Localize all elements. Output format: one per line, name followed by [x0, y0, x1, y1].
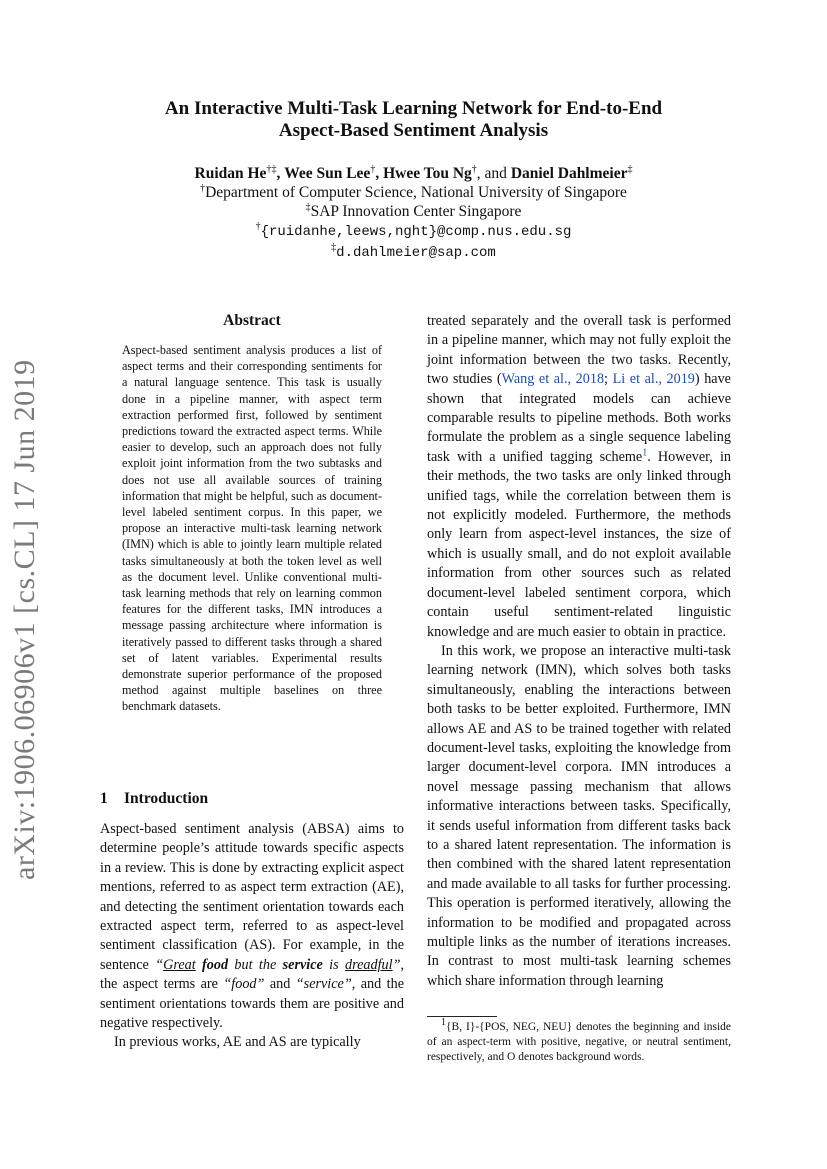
section-title: Introduction	[124, 790, 209, 807]
aspect-term-food: “food”	[223, 976, 265, 993]
left-column-body	[100, 820, 404, 1053]
section-number: 1	[100, 790, 108, 807]
email-2: ‡d.dahlmeier@sap.com	[331, 241, 496, 261]
footnote-marker[interactable]: 1	[642, 447, 648, 459]
paper-title	[0, 98, 827, 142]
affiliation-2: ‡SAP Innovation Center Singapore	[305, 201, 522, 220]
citation-li-2019[interactable]: Li et al., 2019	[612, 371, 695, 388]
right-paragraph-2: In this work, we propose an interactive multi-task learning network (IMN), which solves both tasks simultaneously, enabling the interactions between both tasks to be better exploited. Furthermore, IMN allows AE and AS to be trained together with related document-level tasks, exploiting the knowledge from larger document-level corpora. IMN introduces a novel message passing mechanism that allows informative interactions between tasks. Specifically, it sends useful information from different tasks back to a shared latent representation. The information is then combined with the shared latent representation and made available to all tasks for further processing. This operation is performed iteratively, allowing the information to be modified and propagated across multiple links as the number of iterations increases. In contrast to most multi-task learning schemes which share information through learning	[427, 642, 731, 989]
title-line-2: Aspect-Based Sentiment Analysis	[278, 120, 549, 141]
author-block	[0, 164, 827, 263]
author-1: Ruidan He	[194, 165, 267, 182]
title-line-1: An Interactive Multi-Task Learning Network for End-to-End	[164, 98, 663, 119]
affiliation-1: †Department of Computer Science, National University of Singapore	[200, 182, 627, 201]
author-4: Daniel Dahlmeier	[510, 165, 628, 182]
intro-paragraph-1: Aspect-based sentiment analysis (ABSA) aims to determine people’s attitude towards specific aspects in a review. This is done by extracting explicit aspect mentions, referred to as aspect term extraction (AE), and detecting the sentiment orientation towards each extracted aspect term, referred to as aspect-level sentiment classification (AS). For example, in the sentence “Great food but the service is dreadful”, the aspect terms are “food” and “service”, and the sentiment orientations towards them are positive and negative respectively.	[100, 821, 405, 1032]
abstract-text: Aspect-based sentiment analysis produces a list of aspect terms and their corresponding sentiments for a natural language sentence. This task is usually done in a pipeline manner, with aspect term extraction performed first, followed by sentiment predictions toward the extracted aspect terms. While easier to develop, such an approach does not fully exploit joint information from the two subtasks and does not use all available sources of training information that might be helpful, such as document-level labeled sentiment corpus. In this paper, we propose an interactive multi-task learning network (IMN) which is able to jointly learn multiple related tasks simultaneously at both the token level as well as the document level. Unlike conventional multi-task learning methods that rely on learning common features for the different tasks, IMN introduces a message passing architecture where information is iteratively passed to different tasks through a shared set of latent variables. Experimental results demonstrate superior performance of the proposed method against multiple baselines on three benchmark datasets.	[122, 343, 382, 714]
footnote-rule	[427, 1016, 497, 1017]
aspect-term-service: “service”	[295, 976, 352, 993]
author-2: Wee Sun Lee	[284, 165, 371, 182]
author-names: Ruidan He†‡, Wee Sun Lee†, Hwee Tou Ng†, and Daniel Dahlmeier‡	[194, 163, 633, 182]
intro-paragraph-2: In previous works, AE and AS are typically	[114, 1034, 361, 1051]
right-column-body	[427, 312, 731, 991]
footnote-number: 1	[441, 1017, 446, 1029]
author-3: Hwee Tou Ng	[383, 165, 472, 182]
arxiv-identifier: arXiv:1906.06906v1 [cs.CL] 17 Jun 2019	[8, 359, 41, 880]
example-sentence: “Great food but the service is dreadful”	[155, 956, 401, 973]
section-heading	[100, 790, 208, 808]
right-paragraph-1: treated separately and the overall task is performed in a pipeline manner, which may not fully exploit the joint information between the two tasks. Recently, two studies (Wang et al., 2018; Li et al., 2019) have shown that integrated models can achieve comparable results to pipeline methods. Both works formulate the problem as a single sequence labeling task with a unified tagging scheme$^1$. However, in their methods, the two tasks are only linked through unified tags, while the correlation between them is not explicitly modeled. Furthermore, the methods only learn from aspect-level instances, the size of which is usually small, and do not exploit available information from other sources such as related document-level labeled sentiment corpora, which contain useful sentiment-related linguistic knowledge and are much easier to obtain in practice.	[427, 313, 731, 640]
abstract-heading: Abstract	[223, 312, 281, 329]
citation-wang-2018[interactable]: Wang et al., 2018	[501, 371, 605, 388]
footnote-text: {B, I}-{POS, NEG, NEU} denotes the beginning and inside of an aspect-term with positive, negative, or neutral sentiment, respectively, and O denotes background words.	[427, 1021, 731, 1063]
footnote	[427, 1017, 731, 1064]
email-1: †{ruidanhe,leews,nght}@comp.nus.edu.sg	[255, 220, 572, 240]
